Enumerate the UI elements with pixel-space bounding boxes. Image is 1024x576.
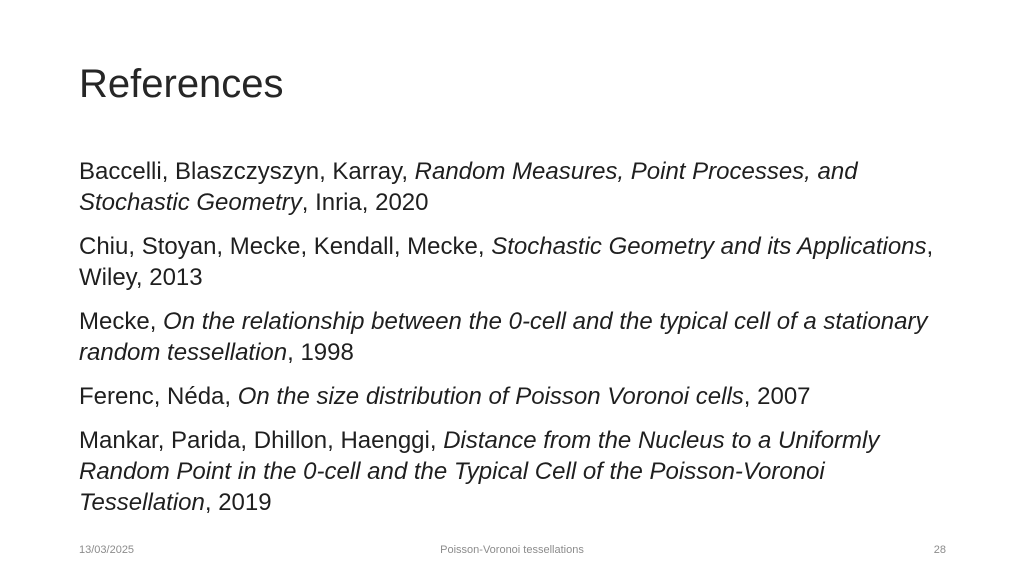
reference-item — [79, 231, 959, 293]
reference-list — [79, 156, 959, 531]
footer-title: Poisson-Voronoi tessellations — [440, 544, 584, 556]
reference-authors: Ferenc, Néda, — [79, 383, 238, 410]
reference-authors: Baccelli, Blaszczyszyn, Karray, — [79, 158, 415, 185]
reference-details: , 1998 — [287, 339, 354, 366]
slide-title: References — [79, 62, 284, 106]
reference-item — [79, 381, 959, 412]
reference-work-title: Stochastic Geometry and its Applications — [491, 233, 927, 260]
footer-date: 13/03/2025 — [79, 544, 135, 556]
reference-work-title: On the size distribution of Poisson Voronoi cells — [237, 383, 744, 410]
reference-authors: Mecke, — [79, 308, 164, 335]
reference-details: , 2019 — [204, 489, 272, 516]
footer-page-number: 28 — [933, 544, 946, 556]
reference-item — [79, 306, 959, 368]
reference-details: , Inria, 2020 — [301, 189, 429, 216]
reference-authors: Mankar, Parida, Dhillon, Haenggi, — [79, 427, 444, 454]
reference-work-title: Distance from the Nucleus to a Uniformly Random Point in the 0-cell and the Typical Cell of the Poisson-Voronoi Tessellation — [79, 427, 880, 516]
reference-work-title: On the relationship between the 0-cell and the typical cell of a stationary random tessellation — [79, 308, 928, 366]
reference-authors: Chiu, Stoyan, Mecke, Kendall, Mecke, — [79, 233, 492, 260]
reference-work-title: Random Measures, Point Processes, and Stochastic Geometry — [79, 158, 858, 216]
reference-item — [79, 425, 959, 518]
reference-item — [79, 156, 959, 218]
reference-details: , Wiley, 2013 — [79, 233, 934, 291]
reference-details: , 2007 — [743, 383, 811, 410]
